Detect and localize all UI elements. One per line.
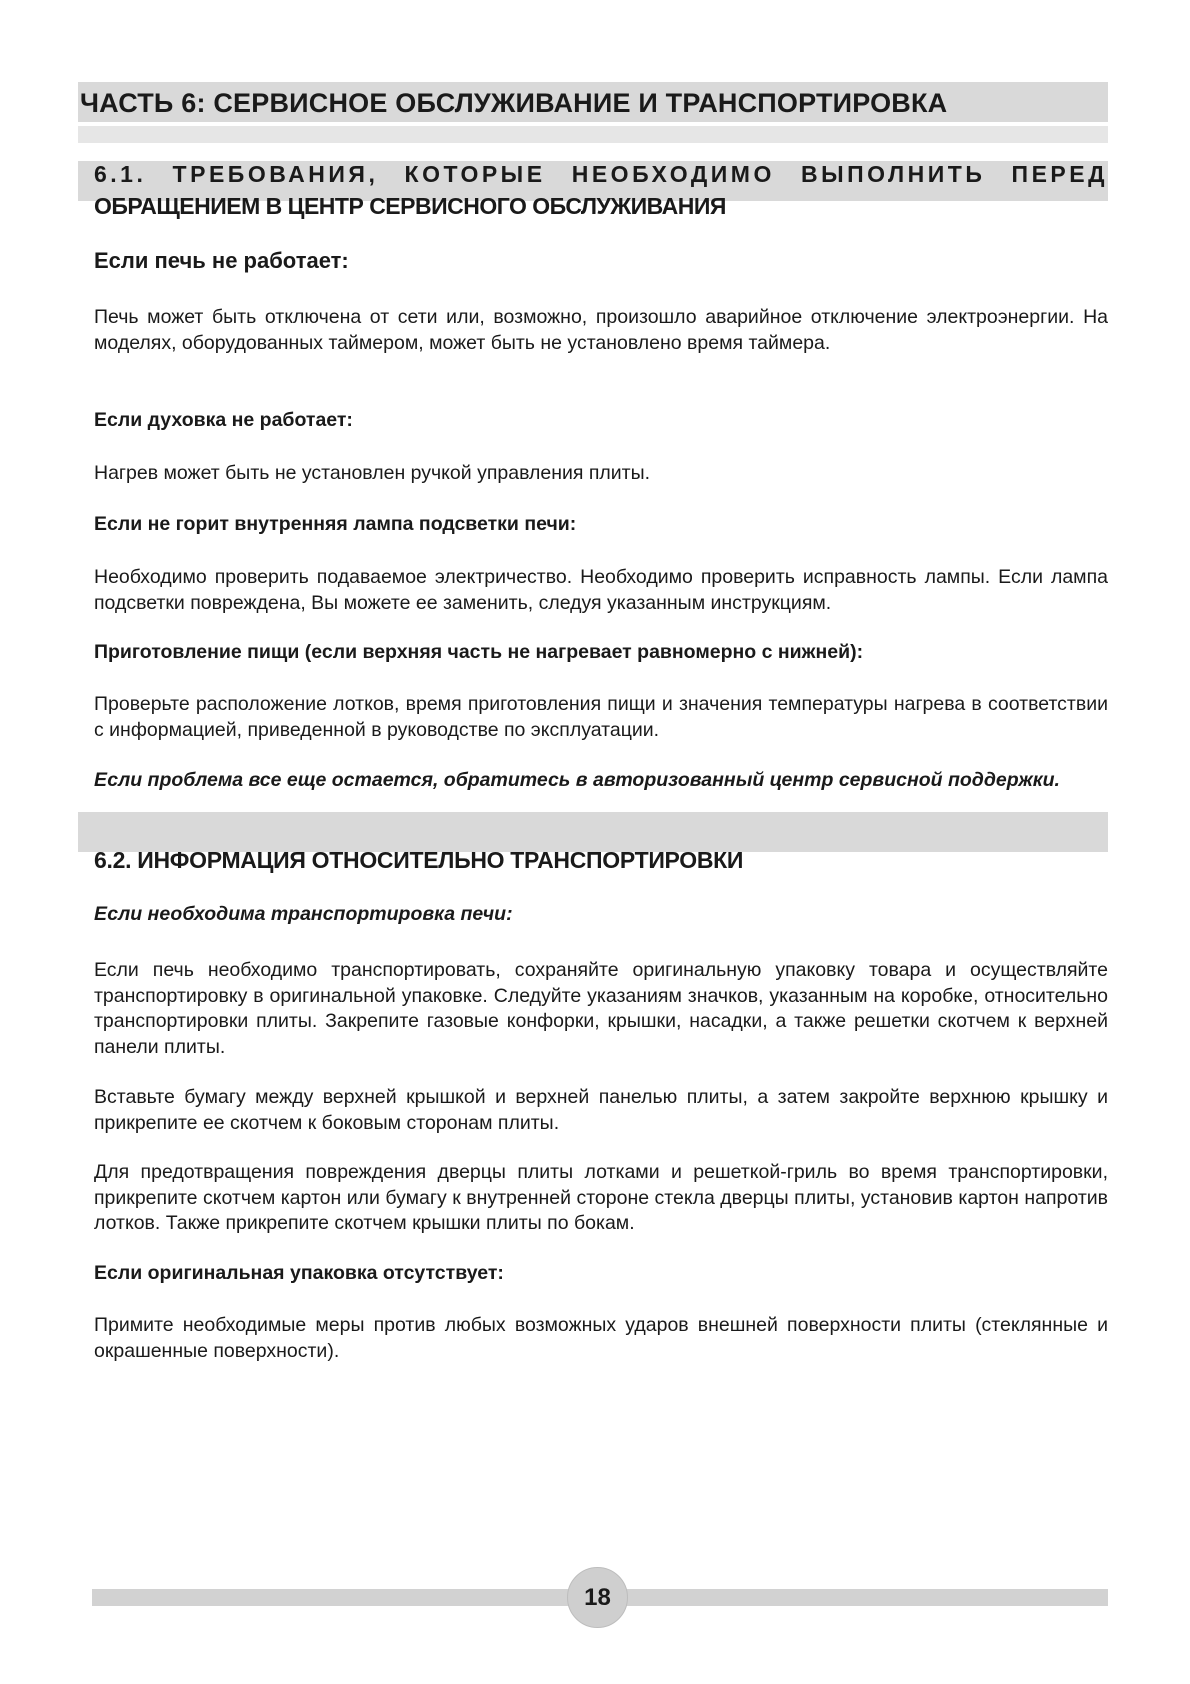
- item-3-text: Необходимо проверить подаваемое электричество. Необходимо проверить исправность лампы. Если лампа подсветки повреждена, Вы можете ее заменить, следуя указанным инструкциям.: [94, 566, 1108, 614]
- part-title: ЧАСТЬ 6: СЕРВИСНОЕ ОБСЛУЖИВАНИЕ И ТРАНСПОРТИРОВКА: [80, 88, 948, 118]
- item-1-text: Печь может быть отключена от сети или, возможно, произошло аварийное отключение электроэнергии. На моделях, оборудованных таймером, может быть не установлено время таймера.: [94, 306, 1108, 354]
- item-4-text: Проверьте расположение лотков, время приготовления пищи и значения температуры нагрева в соответствии с информацией, приведенной в руководстве по эксплуатации.: [94, 693, 1108, 741]
- transport-paragraph-1: Если печь необходимо транспортировать, сохраняйте оригинальную упаковку товара и осуществляйте транспортировку в оригинальной упаковке. Следуйте указаниям значков, указанным на коробке, относительно транспортировки плиты. Закрепите газовые конфорки, крышки, насадки, а также решетки скотчем к верхней панели плиты.: [94, 959, 1108, 1058]
- no-packaging-text: Примите необходимые меры против любых возможных ударов внешней поверхности плиты (стеклянные и окрашенные поверхности).: [94, 1314, 1108, 1362]
- section-1-title-line2: ОБРАЩЕНИЕМ В ЦЕНТР СЕРВИСНОГО ОБСЛУЖИВАНИЯ: [94, 193, 726, 219]
- item-3-heading: Если не горит внутренняя лампа подсветки печи:: [94, 513, 577, 535]
- section-2-title: 6.2. ИНФОРМАЦИЯ ОТНОСИТЕЛЬНО ТРАНСПОРТИРОВКИ: [94, 847, 744, 873]
- no-packaging-heading: Если оригинальная упаковка отсутствует:: [94, 1262, 504, 1284]
- item-4-heading: Приготовление пищи (если верхняя часть не нагревает равномерно с нижней):: [94, 641, 864, 663]
- transport-paragraph-3: Для предотвращения повреждения дверцы плиты лотками и решеткой-гриль во время транспортировки, прикрепите скотчем картон или бумагу к внутренней стороне стекла дверцы плиты, установив картон напротив лотков. Также прикрепите скотчем крышки плиты по бокам.: [94, 1161, 1108, 1234]
- transport-paragraph-2: Вставьте бумагу между верхней крышкой и верхней панелью плиты, а затем закройте верхнюю крышку и прикрепите ее скотчем к боковым сторонам плиты.: [94, 1086, 1108, 1134]
- transport-subheading: Если необходима транспортировка печи:: [94, 903, 513, 925]
- part-header-underline: [78, 126, 1108, 143]
- service-note: Если проблема все еще остается, обратитесь в авторизованный центр сервисной поддержки.: [94, 769, 1060, 791]
- section-1-title: [94, 158, 1108, 222]
- section-1-title-line1: 6.1. ТРЕБОВАНИЯ, КОТОРЫЕ НЕОБХОДИМО ВЫПОЛНИТЬ ПЕРЕД: [94, 161, 1108, 187]
- item-1-heading: Если печь не работает:: [94, 248, 349, 273]
- section-2-band: [78, 812, 1108, 852]
- page-number: 18: [567, 1567, 628, 1628]
- item-2-heading: Если духовка не работает:: [94, 409, 353, 431]
- item-2-text: Нагрев может быть не установлен ручкой управления плиты.: [94, 462, 651, 484]
